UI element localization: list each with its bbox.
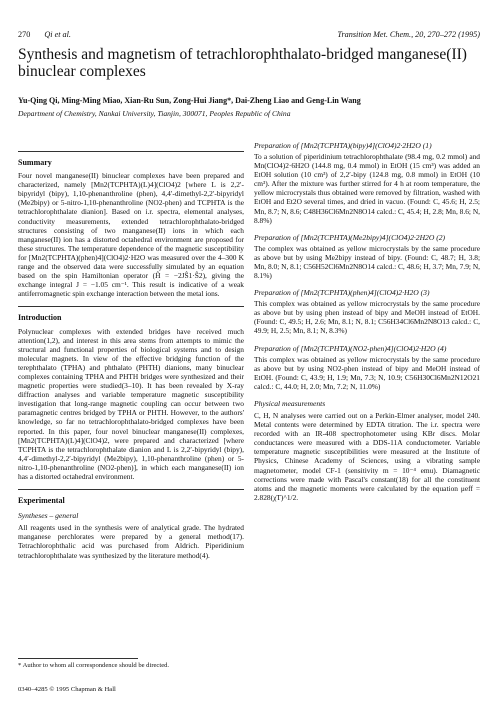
divider xyxy=(18,151,244,152)
prep2-title: Preparation of [Mn2(TCPHTA)(Me2bipy)4](ClO4)2·2H2O (2) xyxy=(254,232,446,242)
physical-measurements-text: C, H, N analyses were carried out on a Perkin-Elmer analyser, model 240. Metal contents were determined by EDTA titration. The i.r. spectra were recorded with an IR-408 spectrophotometer using KBr discs. Molar conductances were measured with a DDS-11A conductometer. Variable temperature magnetic susceptibilities were measured at the Institute of Physics, Chinese Academy of Sciences, using a vibrating sample magnetometer, model CF-1 (sensitivity m = 10⁻⁴ emu). Diamagnetic corrections were made with Pascal's constant(18) for all the constituent atoms and the magnetic moments were calculated by the equation μeff = 2.828(χT)^1/2. xyxy=(254,410,480,502)
divider xyxy=(18,306,244,307)
prep1-text: To a solution of piperidinium tetrachlorophthalate (98.4 mg, 0.2 mmol) and Mn(ClO4)2·6H2O (144.8 mg, 0.4 mmol) in EtOH (15 cm³) was added an EtOH solution (10 cm³) of 2,2′-bipy (124.8 mg, 0.8 mmol) in EtOH (10 cm³). After the mixture was further stirred for 4 h at room temperature, the yellow microcrystals thus obtained were removed by filtration, washed with EtOH and Et2O several times, and dried in vacuo. (Found: C, 45.6; H, 2.5; Mn, 8.7; N, 8.6; C48H36Cl6Mn2N8O14 calcd.: C, 45.4; H, 2.8; Mn, 8.6; N, 8.8%) xyxy=(254,152,480,225)
paper-title: Synthesis and magnetism of tetrachlorophthalato-bridged manganese(II) binuclear complexes xyxy=(18,46,467,80)
prep2-text: The complex was obtained as yellow microcrystals by the same procedure as above but by using Me2bipy instead of bipy. (Found: C, 48.7; H, 3.8; Mn, 8.0; N, 8.1; C56H52Cl6Mn2N8O14 calcd.: C, 48.6; H, 3.7; Mn, 7.9; N, 8.1%) xyxy=(254,243,480,281)
journal-citation: Transition Met. Chem., 20, 270–272 (1995) xyxy=(337,30,480,39)
header-authors: Qi et al. xyxy=(44,30,71,39)
summary-heading: Summary xyxy=(18,158,52,167)
summary-text: Four novel manganese(II) binuclear complexes have been prepared and characterized, namely [Mn2(TCPHTA)(L)4](ClO4)2 [where L is 2,2′-bipyridyl (bipy), 1,10-phenanthroline (phen), 4,4′-dimethyl-2,2′-bipyridyl (Me2bipy) or 5-nitro-1,10-phenanthroline (NO2-phen) and TCPHTA is the tetrachlorophthalate dianion]. Based on i.r. spectra, elemental analyses, conductivity measurements, extended tetrachlorophthalato-bridged structures consisting of two manganese(II) ions in which each manganese(II) ion has a distorted octahedral environment are proposed for these structures. The temperature dependence of the magnetic susceptibility for [Mn2(TCPHTA)(phen)4](ClO4)2·H2O was measured over the 4–300 K range and the observed data were successfully simulated by an equation based on the spin Hamiltonian operator (Ĥ = −2JŜ1·Ŝ2), giving the exchange integral J = −1.05 cm⁻¹. This result is indicative of a weak antiferromagnetic spin exchange interaction between the metal ions. xyxy=(18,171,244,299)
divider xyxy=(18,489,244,490)
experimental-heading: Experimental xyxy=(18,496,65,506)
running-header xyxy=(18,30,480,39)
prep4-text: This complex was obtained as yellow microcrystals by the same procedure as above but by using NO2-phen instead of bipy and MeOH instead of EtOH. (Found: C, 43.9; H, 1.9; Mn, 7.3; N, 10.9; C56H30Cl6Mn2N12O21 calcd.: C, 44.0; H, 2.0; Mn, 7.2; N, 11.0%) xyxy=(254,354,480,391)
prep3-title: Preparation of [Mn2(TCPHTA)(phen)4](ClO4)2·H2O (3) xyxy=(254,288,430,298)
author-list: Yu-Qing Qi, Ming-Ming Miao, Xian-Ru Sun, Zong-Hui Jiang*, Dai-Zheng Liao and Geng-Lin Wang xyxy=(18,96,361,105)
page-number: 270 xyxy=(18,30,31,39)
footnote-rule xyxy=(18,658,138,659)
introduction-heading: Introduction xyxy=(18,313,62,323)
footnote-text: * Author to whom all correspondence should be directed. xyxy=(18,662,170,669)
affiliation: Department of Chemistry, Nankai University, Tianjin, 300071, Peoples Republic of China xyxy=(18,109,291,118)
copyright-line: 0340–4285 © 1995 Chapman & Hall xyxy=(18,686,116,693)
syntheses-subheading: Syntheses – general xyxy=(18,511,79,521)
footnote xyxy=(18,658,244,669)
right-column xyxy=(254,141,480,510)
physical-measurements-subheading: Physical measurements xyxy=(254,398,326,408)
syntheses-text: All reagents used in the synthesis were of analytical grade. The hydrated manganese perchlorates were prepared by a general method(17). Tetrachlorophthalic acid was purchased from Aldrich. Piperidinium tetrachlorophthalate was synthesized by the literature method(4). xyxy=(18,523,244,560)
left-column xyxy=(18,151,244,568)
prep3-text: This complex was obtained as yellow microcrystals by the same procedure as above but by using phen instead of bipy and MeOH instead of EtOH. (Found: C, 49.5; H, 2.6; Mn, 8.1; N, 8.1; C56H34Cl6Mn2N8O13 calcd.: C, 49.9; H, 2.5; Mn, 8.1; N, 8.3%) xyxy=(254,299,480,336)
prep4-title: Preparation of [Mn2(TCPHTA)(NO2-phen)4](ClO4)2·H2O (4) xyxy=(254,343,447,353)
prep1-title: Preparation of [Mn2(TCPHTA)(bipy)4](ClO4)2·2H2O (1) xyxy=(254,141,432,150)
introduction-text: Polynuclear complexes with extended bridges have received much attention(1,2), and interest in this area stems from attempts to mimic the structural and functional properties of biological systems and to design molecular magnets. In view of the effective bridging function of the terephthalato (TPHA) and phthalato (PHTH) dianions, many binuclear complexes containing TPHA and PHTH bridges were synthesized and their magnetic properties were studied(3–10). It has been revealed by X-ray diffraction analyses and variable temperature magnetic susceptibility investigation that long-range magnetic coupling can occur between two paramagnetic centres bridged by TPHA or PHTH. However, to the authors' knowledge, so far no tetrachlorophthalato-bridged complexes have been reported. In this paper, four novel binuclear manganese(II) complexes, [Mn2(TCPHTA)(L)4](ClO4)2, were prepared and characterized [where TCPHTA is the tetrachlorophthalate dianion and L is 2,2′-bipyridyl (bipy), 4,4′-dimethyl-2,2′-bipyridyl (Me2bipy), 1,10-phenanthroline (phen) or 5-nitro-1,10-phenanthroline (NO2-phen)], in which each manganese(II) ion has a distorted octahedral environment. xyxy=(18,326,244,481)
